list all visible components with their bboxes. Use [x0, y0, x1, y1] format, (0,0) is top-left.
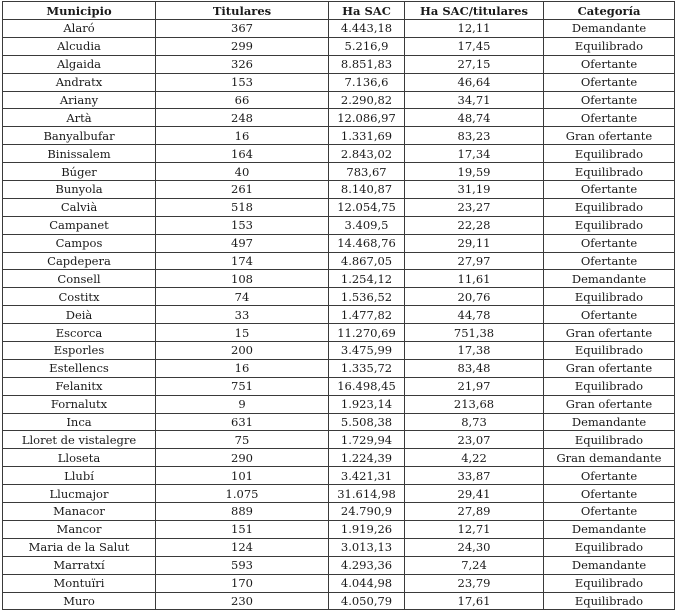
cell-ha-sac: 4.044,98	[329, 574, 405, 592]
cell-ha-sac: 1.331,69	[329, 127, 405, 145]
cell-ha-sac: 4.293,36	[329, 556, 405, 574]
cell-ha-sac-titulares: 19,59	[405, 163, 544, 181]
cell-ha-sac-titulares: 12,71	[405, 520, 544, 538]
cell-titulares: 751	[156, 377, 329, 395]
table-row	[3, 520, 675, 538]
cell-ha-sac-titulares: 20,76	[405, 288, 544, 306]
cell-ha-sac: 8.140,87	[329, 181, 405, 199]
cell-municipio: Escorca	[3, 324, 156, 342]
cell-categoria: Equilibrado	[544, 37, 675, 55]
table-row	[3, 413, 675, 431]
cell-ha-sac: 1.923,14	[329, 395, 405, 413]
cell-categoria: Demandante	[544, 413, 675, 431]
cell-categoria: Demandante	[544, 556, 675, 574]
cell-ha-sac: 14.468,76	[329, 234, 405, 252]
cell-titulares: 33	[156, 306, 329, 324]
cell-municipio: Manacor	[3, 503, 156, 521]
cell-ha-sac-titulares: 27,89	[405, 503, 544, 521]
cell-ha-sac: 2.843,02	[329, 145, 405, 163]
cell-ha-sac-titulares: 29,41	[405, 485, 544, 503]
cell-titulares: 299	[156, 37, 329, 55]
cell-categoria: Equilibrado	[544, 145, 675, 163]
cell-categoria: Equilibrado	[544, 431, 675, 449]
column-header-titulares: Titulares	[156, 2, 329, 20]
table-row	[3, 377, 675, 395]
cell-ha-sac: 3.421,31	[329, 467, 405, 485]
cell-ha-sac: 3.409,5	[329, 216, 405, 234]
cell-municipio: Maria de la Salut	[3, 538, 156, 556]
cell-titulares: 153	[156, 73, 329, 91]
cell-titulares: 200	[156, 342, 329, 360]
cell-titulares: 248	[156, 109, 329, 127]
table-body	[3, 20, 675, 610]
cell-categoria: Equilibrado	[544, 592, 675, 610]
cell-ha-sac-titulares: 83,23	[405, 127, 544, 145]
cell-titulares: 889	[156, 503, 329, 521]
cell-categoria: Ofertante	[544, 55, 675, 73]
table-row	[3, 163, 675, 181]
cell-categoria: Ofertante	[544, 503, 675, 521]
cell-categoria: Equilibrado	[544, 216, 675, 234]
cell-ha-sac-titulares: 4,22	[405, 449, 544, 467]
cell-ha-sac: 4.867,05	[329, 252, 405, 270]
cell-municipio: Campos	[3, 234, 156, 252]
cell-titulares: 40	[156, 163, 329, 181]
cell-titulares: 16	[156, 359, 329, 377]
table-row	[3, 252, 675, 270]
cell-ha-sac-titulares: 11,61	[405, 270, 544, 288]
table-row	[3, 467, 675, 485]
column-header-municipio: Municipio	[3, 2, 156, 20]
cell-ha-sac-titulares: 22,28	[405, 216, 544, 234]
cell-ha-sac: 1.254,12	[329, 270, 405, 288]
cell-titulares: 326	[156, 55, 329, 73]
cell-municipio: Ariany	[3, 91, 156, 109]
cell-ha-sac-titulares: 751,38	[405, 324, 544, 342]
table-row	[3, 198, 675, 216]
cell-municipio: Llubí	[3, 467, 156, 485]
cell-ha-sac: 1.919,26	[329, 520, 405, 538]
cell-titulares: 151	[156, 520, 329, 538]
cell-titulares: 230	[156, 592, 329, 610]
cell-categoria: Equilibrado	[544, 163, 675, 181]
cell-municipio: Algaida	[3, 55, 156, 73]
table-row	[3, 145, 675, 163]
cell-ha-sac: 1.224,39	[329, 449, 405, 467]
cell-municipio: Esporles	[3, 342, 156, 360]
cell-categoria: Gran ofertante	[544, 359, 675, 377]
cell-ha-sac-titulares: 24,30	[405, 538, 544, 556]
cell-ha-sac: 7.136,6	[329, 73, 405, 91]
cell-titulares: 1.075	[156, 485, 329, 503]
cell-titulares: 174	[156, 252, 329, 270]
cell-municipio: Inca	[3, 413, 156, 431]
cell-titulares: 170	[156, 574, 329, 592]
table-row	[3, 55, 675, 73]
table-row	[3, 181, 675, 199]
cell-ha-sac-titulares: 17,61	[405, 592, 544, 610]
cell-ha-sac: 783,67	[329, 163, 405, 181]
cell-municipio: Búger	[3, 163, 156, 181]
table-row	[3, 592, 675, 610]
cell-municipio: Llucmajor	[3, 485, 156, 503]
cell-categoria: Ofertante	[544, 467, 675, 485]
cell-categoria: Ofertante	[544, 306, 675, 324]
cell-municipio: Consell	[3, 270, 156, 288]
cell-titulares: 15	[156, 324, 329, 342]
cell-ha-sac: 5.216,9	[329, 37, 405, 55]
cell-municipio: Alcudia	[3, 37, 156, 55]
cell-titulares: 124	[156, 538, 329, 556]
cell-ha-sac: 1.335,72	[329, 359, 405, 377]
cell-titulares: 66	[156, 91, 329, 109]
cell-ha-sac: 4.050,79	[329, 592, 405, 610]
column-header-ha-sac: Ha SAC	[329, 2, 405, 20]
cell-municipio: Muro	[3, 592, 156, 610]
cell-municipio: Montuïri	[3, 574, 156, 592]
table-row	[3, 37, 675, 55]
cell-ha-sac-titulares: 29,11	[405, 234, 544, 252]
cell-municipio: Deià	[3, 306, 156, 324]
cell-ha-sac-titulares: 17,34	[405, 145, 544, 163]
cell-titulares: 108	[156, 270, 329, 288]
cell-ha-sac: 1.477,82	[329, 306, 405, 324]
cell-titulares: 9	[156, 395, 329, 413]
cell-ha-sac-titulares: 33,87	[405, 467, 544, 485]
cell-municipio: Banyalbufar	[3, 127, 156, 145]
cell-categoria: Gran demandante	[544, 449, 675, 467]
table-row	[3, 73, 675, 91]
cell-categoria: Ofertante	[544, 73, 675, 91]
cell-titulares: 497	[156, 234, 329, 252]
cell-municipio: Andratx	[3, 73, 156, 91]
cell-ha-sac: 3.013,13	[329, 538, 405, 556]
cell-titulares: 631	[156, 413, 329, 431]
cell-categoria: Demandante	[544, 270, 675, 288]
cell-ha-sac: 16.498,45	[329, 377, 405, 395]
cell-categoria: Demandante	[544, 20, 675, 38]
table-header	[3, 2, 675, 20]
column-header-ha-sac-titulares: Ha SAC/titulares	[405, 2, 544, 20]
table-row	[3, 485, 675, 503]
cell-municipio: Alaró	[3, 20, 156, 38]
cell-municipio: Estellencs	[3, 359, 156, 377]
cell-municipio: Felanitx	[3, 377, 156, 395]
cell-titulares: 261	[156, 181, 329, 199]
cell-ha-sac: 31.614,98	[329, 485, 405, 503]
cell-municipio: Fornalutx	[3, 395, 156, 413]
table-row	[3, 270, 675, 288]
cell-ha-sac: 5.508,38	[329, 413, 405, 431]
municipio-table	[2, 1, 675, 610]
cell-titulares: 75	[156, 431, 329, 449]
cell-categoria: Gran ofertante	[544, 324, 675, 342]
cell-categoria: Ofertante	[544, 485, 675, 503]
table-row	[3, 503, 675, 521]
table-row	[3, 109, 675, 127]
column-header-categoria: Categoría	[544, 2, 675, 20]
cell-ha-sac-titulares: 23,07	[405, 431, 544, 449]
cell-ha-sac-titulares: 23,79	[405, 574, 544, 592]
cell-ha-sac-titulares: 17,38	[405, 342, 544, 360]
cell-titulares: 74	[156, 288, 329, 306]
cell-categoria: Equilibrado	[544, 574, 675, 592]
cell-ha-sac: 24.790,9	[329, 503, 405, 521]
cell-titulares: 153	[156, 216, 329, 234]
cell-ha-sac: 4.443,18	[329, 20, 405, 38]
cell-ha-sac-titulares: 27,97	[405, 252, 544, 270]
cell-titulares: 367	[156, 20, 329, 38]
cell-ha-sac-titulares: 46,64	[405, 73, 544, 91]
cell-ha-sac-titulares: 213,68	[405, 395, 544, 413]
cell-categoria: Equilibrado	[544, 538, 675, 556]
cell-municipio: Lloret de vistalegre	[3, 431, 156, 449]
cell-municipio: Lloseta	[3, 449, 156, 467]
header-row	[3, 2, 675, 20]
cell-municipio: Marratxí	[3, 556, 156, 574]
cell-categoria: Gran ofertante	[544, 395, 675, 413]
cell-municipio: Campanet	[3, 216, 156, 234]
cell-ha-sac: 1.729,94	[329, 431, 405, 449]
cell-titulares: 593	[156, 556, 329, 574]
cell-municipio: Bunyola	[3, 181, 156, 199]
cell-ha-sac: 3.475,99	[329, 342, 405, 360]
cell-ha-sac-titulares: 31,19	[405, 181, 544, 199]
table-row	[3, 288, 675, 306]
cell-municipio: Calvià	[3, 198, 156, 216]
cell-ha-sac-titulares: 23,27	[405, 198, 544, 216]
data-table-container	[2, 1, 674, 610]
table-row	[3, 359, 675, 377]
cell-titulares: 101	[156, 467, 329, 485]
cell-ha-sac-titulares: 17,45	[405, 37, 544, 55]
cell-ha-sac-titulares: 44,78	[405, 306, 544, 324]
cell-ha-sac-titulares: 21,97	[405, 377, 544, 395]
cell-ha-sac-titulares: 34,71	[405, 91, 544, 109]
table-row	[3, 449, 675, 467]
cell-categoria: Equilibrado	[544, 198, 675, 216]
table-row	[3, 127, 675, 145]
cell-titulares: 290	[156, 449, 329, 467]
table-row	[3, 216, 675, 234]
cell-municipio: Mancor	[3, 520, 156, 538]
table-row	[3, 342, 675, 360]
cell-ha-sac: 12.086,97	[329, 109, 405, 127]
cell-categoria: Demandante	[544, 520, 675, 538]
cell-titulares: 518	[156, 198, 329, 216]
cell-municipio: Capdepera	[3, 252, 156, 270]
cell-ha-sac-titulares: 7,24	[405, 556, 544, 574]
table-row	[3, 574, 675, 592]
table-row	[3, 395, 675, 413]
cell-categoria: Ofertante	[544, 252, 675, 270]
cell-ha-sac-titulares: 8,73	[405, 413, 544, 431]
cell-ha-sac: 11.270,69	[329, 324, 405, 342]
cell-ha-sac-titulares: 27,15	[405, 55, 544, 73]
cell-categoria: Equilibrado	[544, 288, 675, 306]
cell-ha-sac: 12.054,75	[329, 198, 405, 216]
table-row	[3, 431, 675, 449]
cell-categoria: Ofertante	[544, 181, 675, 199]
table-row	[3, 20, 675, 38]
cell-categoria: Equilibrado	[544, 342, 675, 360]
cell-ha-sac: 1.536,52	[329, 288, 405, 306]
cell-categoria: Ofertante	[544, 91, 675, 109]
cell-categoria: Equilibrado	[544, 377, 675, 395]
cell-municipio: Artà	[3, 109, 156, 127]
cell-ha-sac-titulares: 12,11	[405, 20, 544, 38]
cell-municipio: Binissalem	[3, 145, 156, 163]
table-row	[3, 306, 675, 324]
table-row	[3, 538, 675, 556]
cell-municipio: Costitx	[3, 288, 156, 306]
cell-ha-sac-titulares: 83,48	[405, 359, 544, 377]
table-row	[3, 234, 675, 252]
cell-ha-sac-titulares: 48,74	[405, 109, 544, 127]
cell-categoria: Ofertante	[544, 234, 675, 252]
cell-categoria: Ofertante	[544, 109, 675, 127]
cell-ha-sac: 2.290,82	[329, 91, 405, 109]
cell-titulares: 164	[156, 145, 329, 163]
table-row	[3, 91, 675, 109]
cell-ha-sac: 8.851,83	[329, 55, 405, 73]
cell-categoria: Gran ofertante	[544, 127, 675, 145]
cell-titulares: 16	[156, 127, 329, 145]
table-row	[3, 556, 675, 574]
table-row	[3, 324, 675, 342]
